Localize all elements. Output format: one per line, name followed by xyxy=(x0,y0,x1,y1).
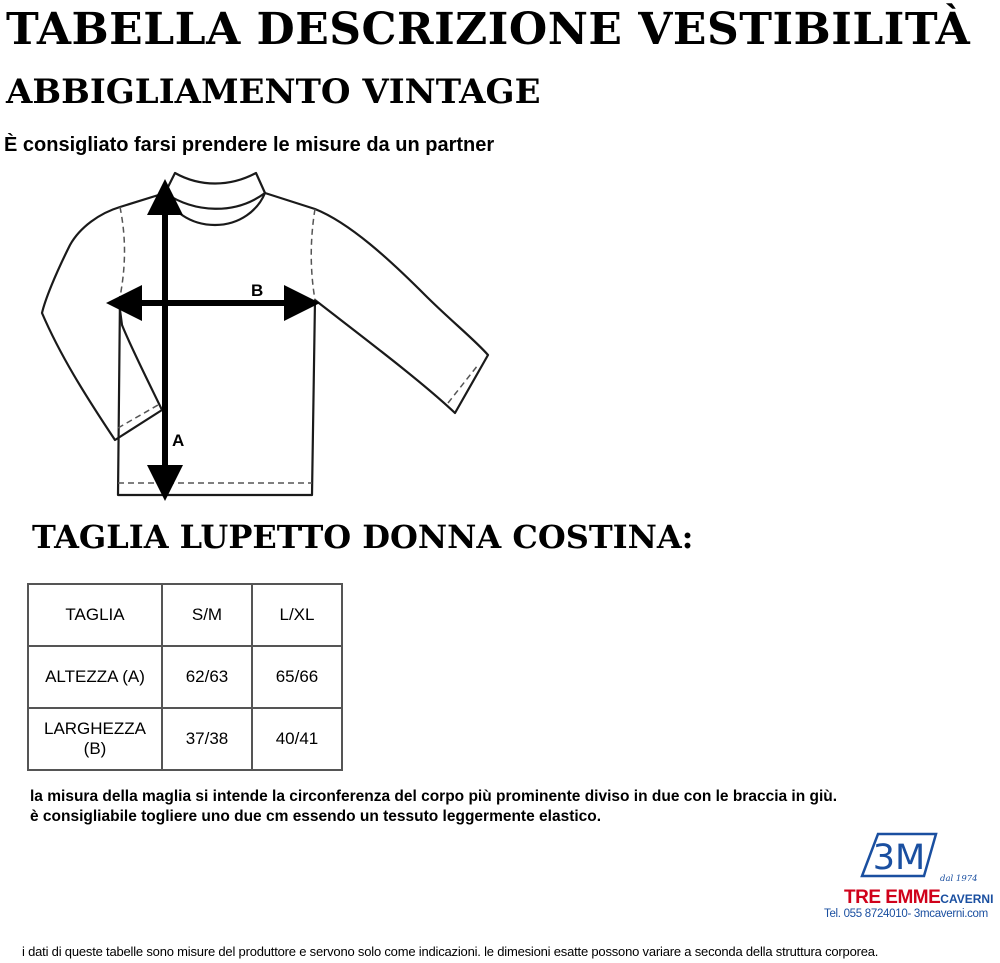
page-title: TABELLA DESCRIZIONE VESTIBILITÀ xyxy=(6,4,971,55)
table-cell: ALTEZZA (A) xyxy=(28,646,162,708)
left-sleeve xyxy=(42,193,165,440)
page-subtitle: ABBIGLIAMENTO VINTAGE xyxy=(6,72,541,112)
table-cell: 37/38 xyxy=(162,708,252,770)
measurement-notes xyxy=(30,787,837,827)
logo-contact: Tel. 055 8724010- 3mcaverni.com xyxy=(824,908,988,920)
label-a: A xyxy=(172,431,185,450)
size-table xyxy=(27,583,343,771)
table-cell: TAGLIA xyxy=(28,584,162,646)
table-row xyxy=(28,708,342,770)
garment-measurement-diagram xyxy=(30,165,500,505)
note-line: la misura della maglia si intende la circonferenza del corpo più prominente diviso in due con le braccia in giù. xyxy=(30,788,838,805)
brand-logo xyxy=(820,832,998,924)
table-row xyxy=(28,646,342,708)
table-cell: 40/41 xyxy=(252,708,342,770)
logo-brand xyxy=(844,887,993,909)
footer-disclaimer: i dati di queste tabelle sono misure del produttore e servono solo come indicazioni. le dimesioni esatte possono variare a seconda della struttura corporea. xyxy=(22,944,879,959)
body xyxy=(118,297,315,495)
table-cell: L/XL xyxy=(252,584,342,646)
logo-brand-name: TRE EMME xyxy=(844,887,941,908)
collar-top xyxy=(165,173,265,209)
table-cell: S/M xyxy=(162,584,252,646)
logo-3m: 3M xyxy=(872,838,926,878)
logo-brand-suffix: CAVERNI xyxy=(940,892,994,906)
logo-since: dal 1974 xyxy=(940,874,978,884)
label-b: B xyxy=(251,281,264,300)
logo-mark xyxy=(820,832,998,892)
sweater-outline xyxy=(42,173,488,495)
right-armhole-seam xyxy=(311,209,315,300)
measurement-advice: È consigliato farsi prendere le misure da un partner xyxy=(4,134,495,156)
table-cell: 65/66 xyxy=(252,646,342,708)
left-armhole-seam xyxy=(120,207,125,297)
section-title: TAGLIA LUPETTO DONNA COSTINA: xyxy=(32,518,694,556)
table-row-header xyxy=(28,584,342,646)
table-cell: 62/63 xyxy=(162,646,252,708)
table-cell: LARGHEZZA (B) xyxy=(28,708,162,770)
note-line: è consigliabile togliere uno due cm essendo un tessuto leggermente elastico. xyxy=(30,808,602,825)
